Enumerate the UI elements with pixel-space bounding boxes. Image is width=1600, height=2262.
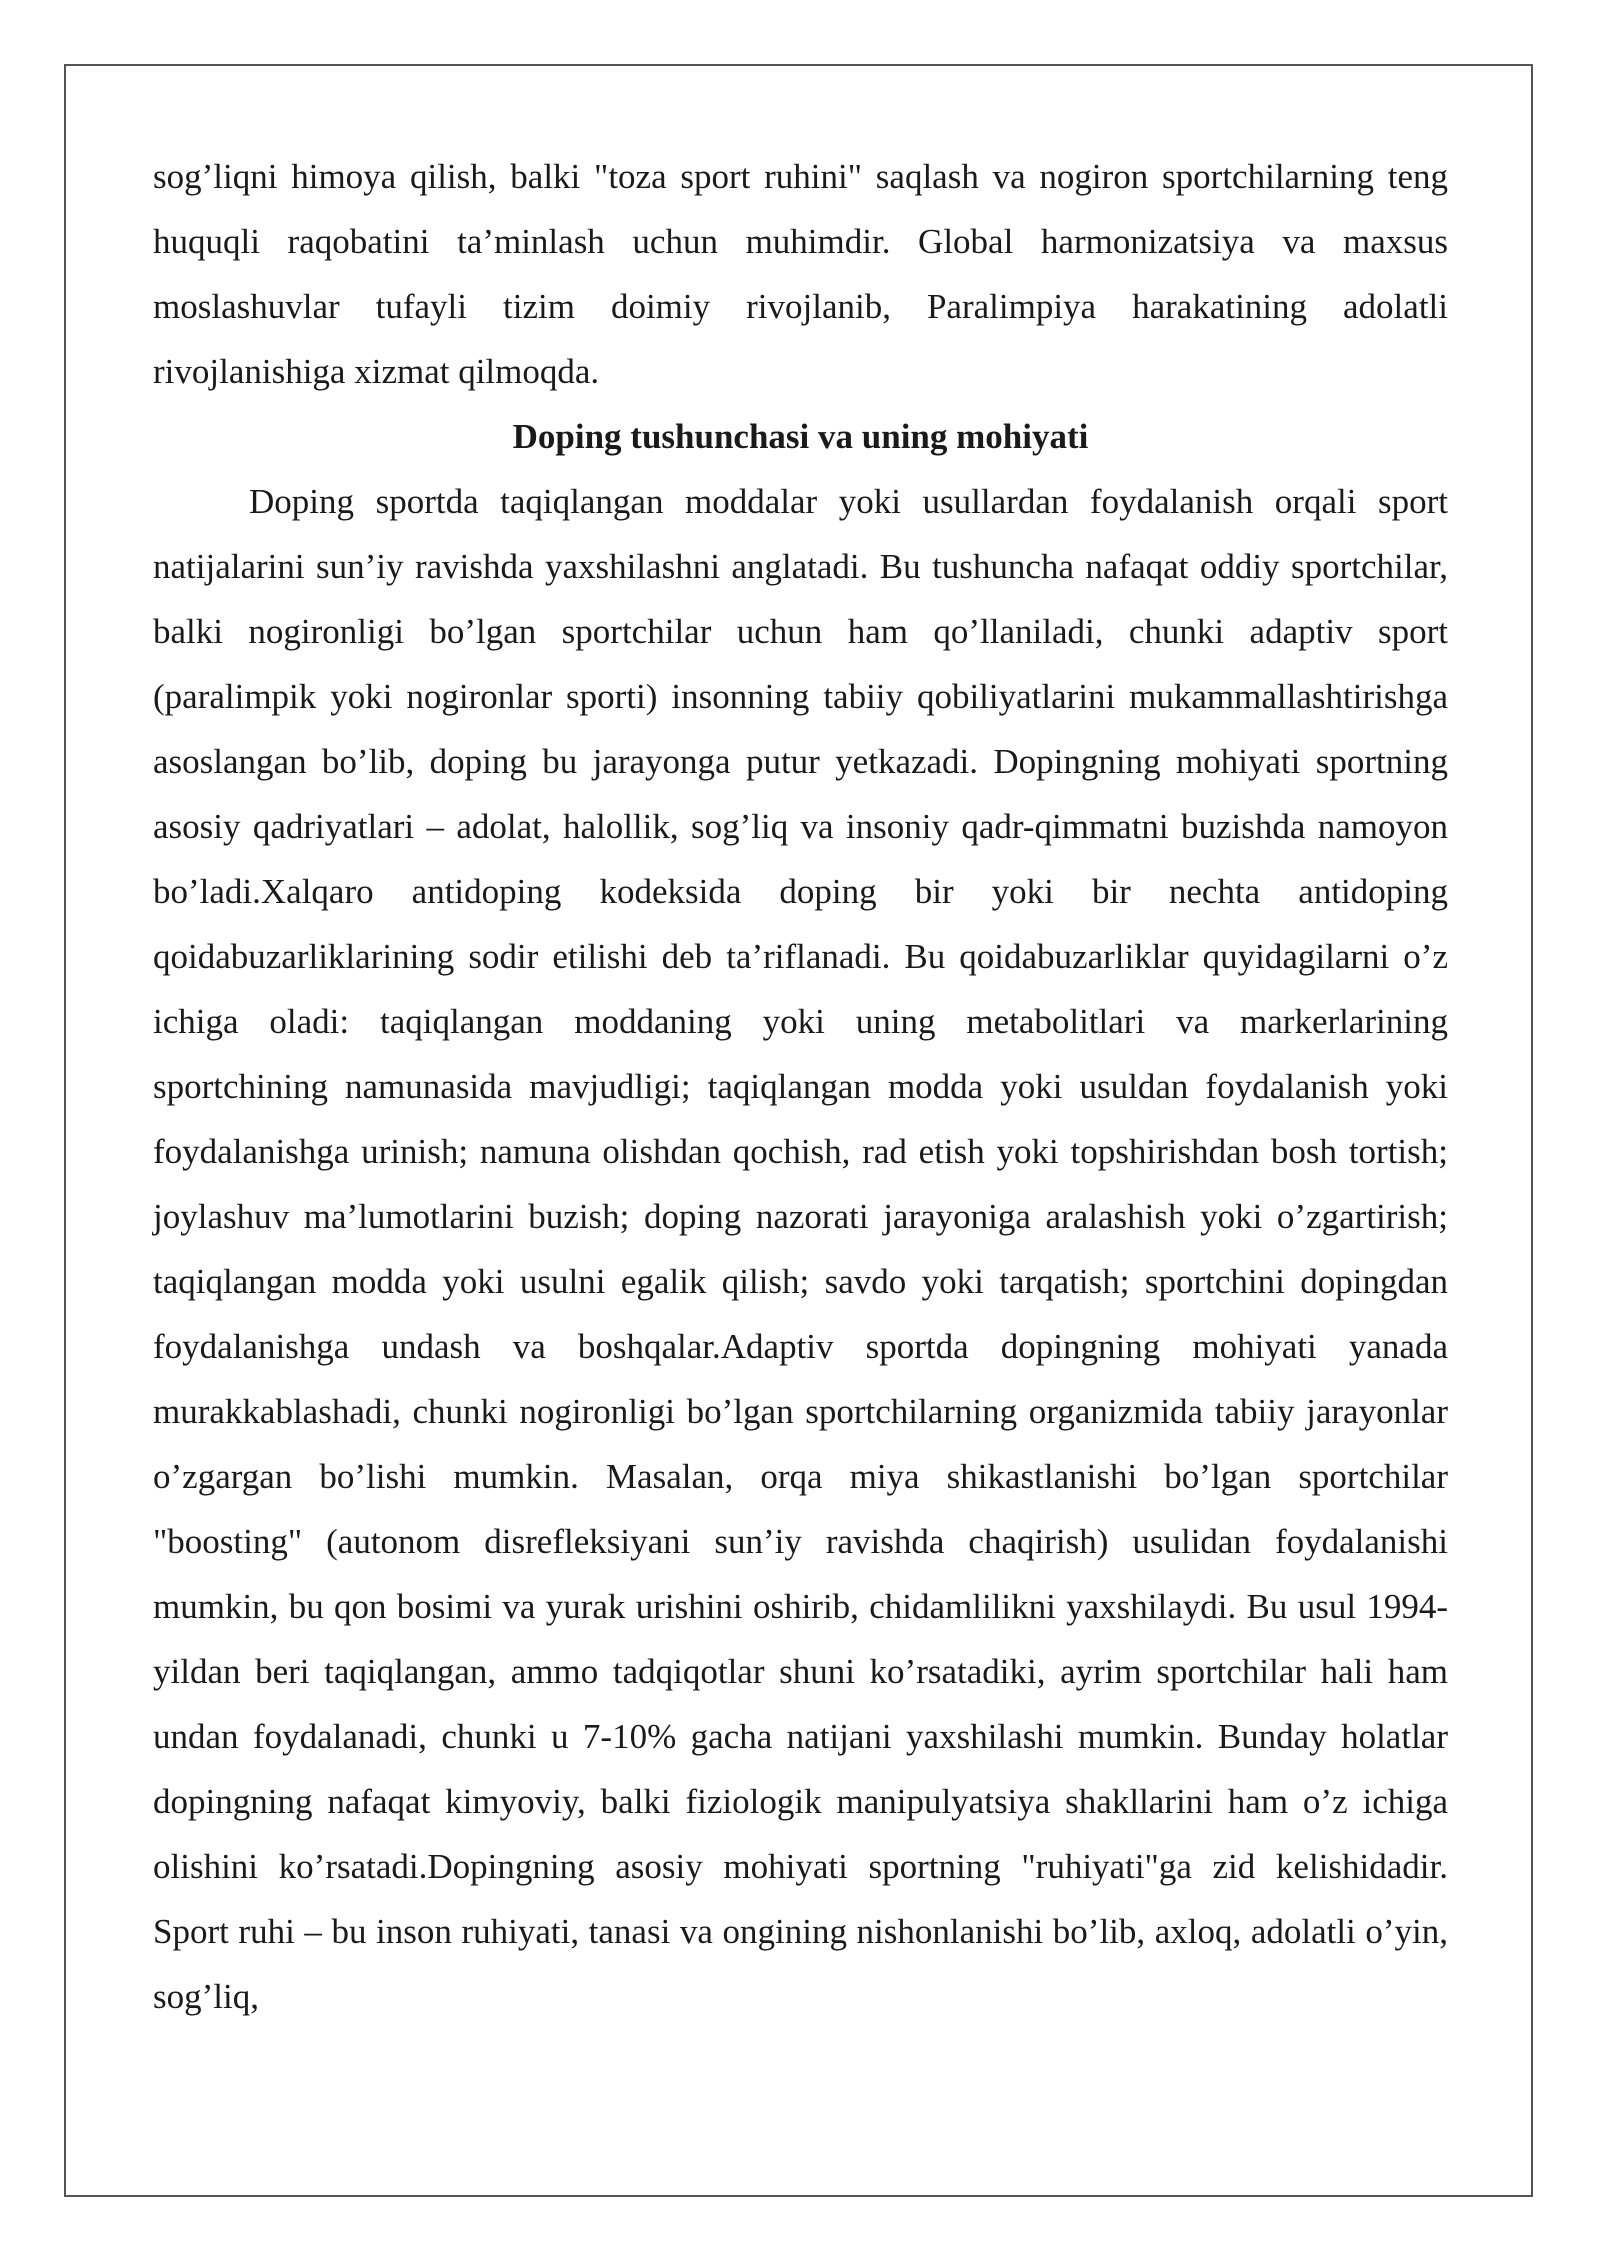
paragraph-continued: sog’liqni himoya qilish, balki "toza sport ruhini" saqlash va nogiron sportchilarning teng huquqli raqobatini ta’minlash uchun muhimdir. Global harmonizatsiya va maxsus moslashuvlar tufayli tizim doimiy rivojlanib, Paralimpiya harakatining adolatli rivojlanishiga xizmat qilmoqda. — [153, 157, 1448, 391]
document-body — [153, 144, 1448, 2029]
paragraph-main: Doping sportda taqiqlangan moddalar yoki usullardan foydalanish orqali sport natijalarini sun’iy ravishda yaxshilashni anglatadi. Bu tushuncha nafaqat oddiy sportchilar, balki nogironligi bo’lgan sportchilar uchun ham qo’llaniladi, chunki adaptiv sport (paralimpik yoki nogironlar sporti) insonning tabiiy qobiliyatlarini mukammallashtirishga asoslangan bo’lib, doping bu jarayonga putur yetkazadi. Dopingning mohiyati sportning asosiy qadriyatlari – adolat, halollik, sog’liq va insoniy qadr-qimmatni buzishda namoyon bo’ladi.Xalqaro antidoping kodeksida doping bir yoki bir nechta antidoping qoidabuzarliklarining sodir etilishi deb ta’riflanadi. Bu qoidabuzarliklar quyidagilarni o’z ichiga oladi: taqiqlangan moddaning yoki uning metabolitlari va markerlarining sportchining namunasida mavjudligi; taqiqlangan modda yoki usuldan foydalanish yoki foydalanishga urinish; namuna olishdan qochish, rad etish yoki topshirishdan bosh tortish; joylashuv ma’lumotlarini buzish; doping nazorati jarayoniga aralashish yoki o’zgartirish; taqiqlangan modda yoki usulni egalik qilish; savdo yoki tarqatish; sportchini dopingdan foydalanishga undash va boshqalar.Adaptiv sportda dopingning mohiyati yanada murakkablashadi, chunki nogironligi bo’lgan sportchilarning organizmida tabiiy jarayonlar o’zgargan bo’lishi mumkin. Masalan, orqa miya shikastlanishi bo’lgan sportchilar "boosting" (autonom disrefleksiyani sun’iy ravishda chaqirish) usulidan foydalanishi mumkin, bu qon bosimi va yurak urishini oshirib, chidamlilikni yaxshilaydi. Bu usul 1994-yildan beri taqiqlangan, ammo tadqiqotlar shuni ko’rsatadiki, ayrim sportchilar hali ham undan foydalanadi, chunki u 7-10% gacha natijani yaxshilashi mumkin. Bunday holatlar dopingning nafaqat kimyoviy, balki fiziologik manipulyatsiya shakllarini ham o’z ichiga olishini ko’rsatadi.Dopingning asosiy mohiyati sportning "ruhiyati"ga zid kelishidadir. Sport ruhi – bu inson ruhiyati, tanasi va ongining nishonlanishi bo’lib, axloq, adolatli o’yin, sog’liq, — [153, 482, 1448, 2016]
section-heading: Doping tushunchasi va uning mohiyati — [512, 417, 1089, 456]
